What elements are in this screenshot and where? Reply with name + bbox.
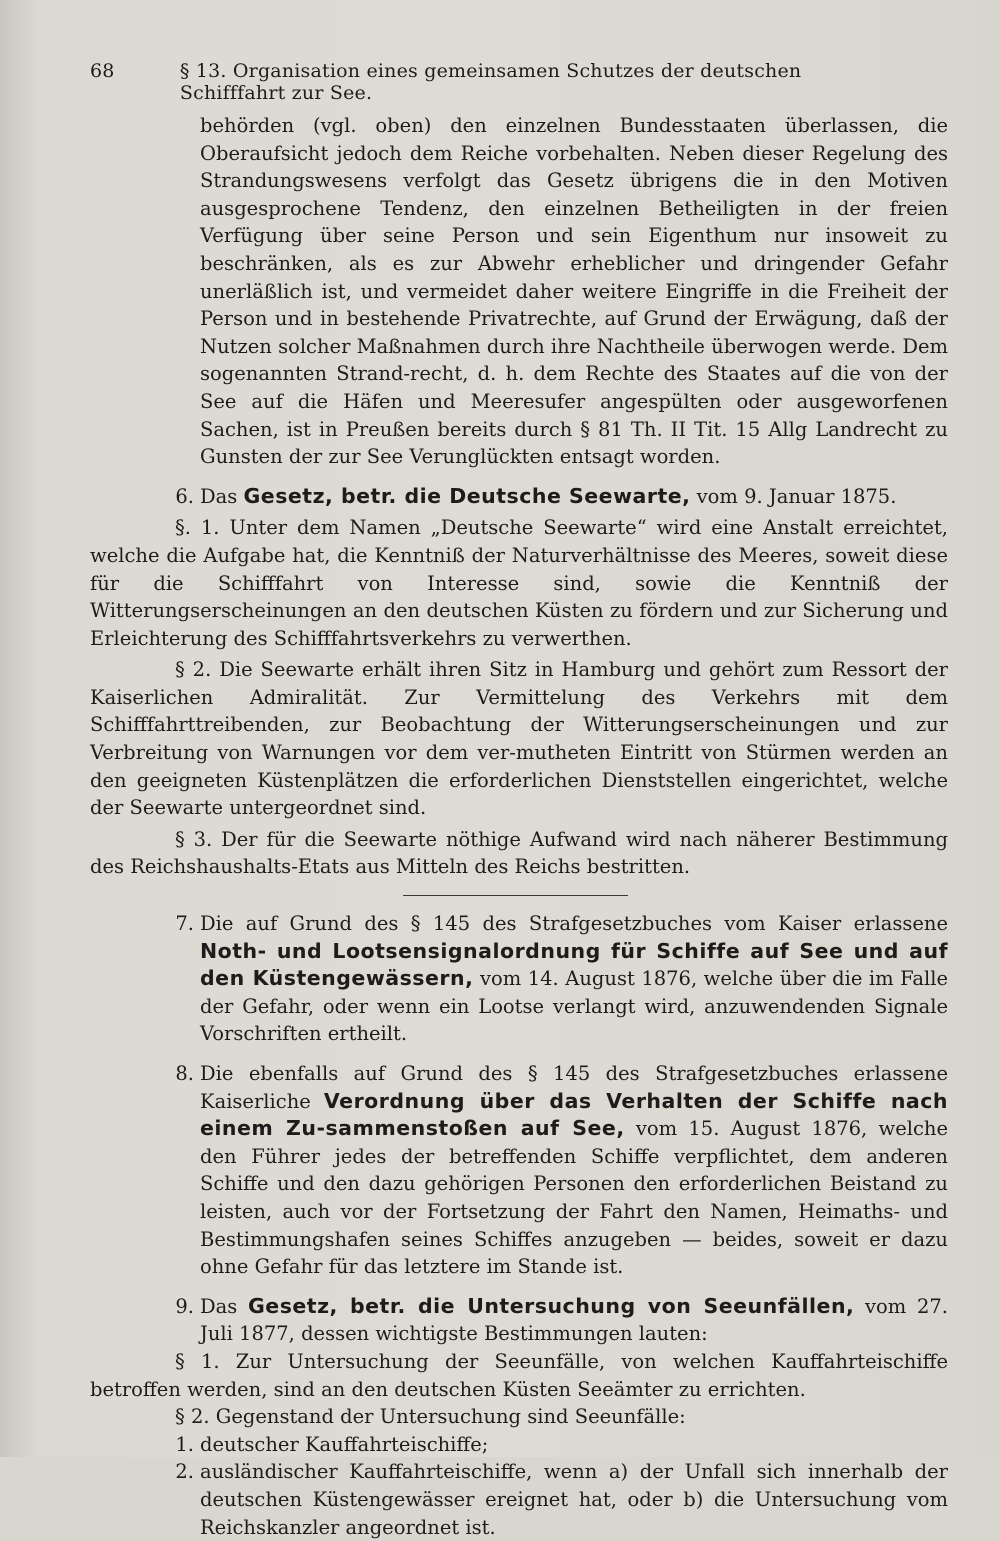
section-paragraph: §. 1. Unter dem Namen „Deutsche Seewarte“ wird eine Anstalt erreichtet, welche die Aufgabe hat, die Kenntniß der Naturverhältnisse des Meeres, soweit diese für die Schifffahrt von Interesse sind, sowie die Kenntniß der Witterungserscheinungen an den deutschen Küsten zu fördern und zur Sicherung und Erleichterung des Schifffahrtsverkehrs zu verwerthen. (90, 516, 948, 650)
item-text: vom 27. Juli 1877, dessen wichtigste Bestimmungen lauten: (200, 1294, 948, 1346)
section-paragraph: § 3. Der für die Seewarte nöthige Aufwand wird nach näherer Bestimmung des Reichshaushalts-Etats aus Mitteln des Reichs bestritten. (90, 827, 948, 879)
list-item (90, 1458, 948, 1541)
item-text: vom 14. August 1876, welche über die im Falle der Gefahr, oder wenn ein Lootse verlangt wird, anzuwendenden Signale Vorschriften ertheilt. (200, 967, 949, 1046)
section-paragraph: § 2. Gegenstand der Untersuchung sind Seeunfälle: (175, 1405, 686, 1429)
item-text-block (200, 1060, 948, 1281)
list-item-number: 2. (175, 1460, 194, 1484)
intro-paragraph: behörden (vgl. oben) den einzelnen Bundesstaaten überlassen, die Oberaufsicht jedoch dem Reiche vorbehalten. Neben dieser Regelung des Strandungswesens verfolgt das Gesetz übrigens die in den Motiven ausgesprochene Tendenz, den einzelnen Betheiligten in der freien Verfügung über seine Person und sein Eigenthum nur insoweit zu beschränken, als es zur Abwehr erheblicher und dringender Gefahr unerläßlich ist, und vermeidet daher weitere Eingriffe in die Freiheit der Person und in bestehende Privatrechte, auf Grund der Erwägung, daß der Nutzen solcher Maßnahmen durch ihre Nachtheile überwogen werde. Dem sogenannten Strand-recht, d. h. dem Rechte des Staates auf die von der See auf die Häfen und Meeresufer angespülten oder ausgeworfenen Sachen, ist in Preußen bereits durch § 81 Th. II Tit. 15 Allg Landrecht zu Gunsten der zur See Verunglückten entsagt worden. (200, 114, 948, 469)
item-text: vom 9. Januar 1875. (690, 484, 897, 508)
item-text-block (200, 910, 948, 1048)
law-title: Gesetz, betr. die Deutsche Seewarte, (243, 483, 691, 508)
item-number: 9. (175, 1294, 194, 1318)
section-paragraph: § 2. Die Seewarte erhält ihren Sitz in Hamburg und gehört zum Ressort der Kaiserlichen Admiralität. Zur Vermittelung des Verkehrs mit dem Schifffahrttreibenden, zur Beobachtung der Witterungserscheinungen und zur Verbreitung von Warnungen vor dem ver-mutheten Eintritt von Stürmen werden an den geeigneten Küstenplätzen die erforderlichen Dienststellen eingerichtet, welche der Seewarte untergeordnet sind. (90, 658, 948, 820)
item-text: vom 15. August 1876, welche den Führer jedes der betreffenden Schiffe verpflichtet, dem anderen Schiffe und den dazu gehörigen Personen den erforderlichen Beistand zu leisten, auch vor der Fortsetzung der Fahrt den Namen, Heimaths- und Bestimmungshafen seines Schiffes anzugeben — beides, soweit er dazu ohne Gefahr für das letztere im Stande ist. (200, 1117, 948, 1279)
item-number: 8. (175, 1062, 194, 1085)
running-title: § 13. Organisation eines gemeinsamen Schutzes der deutschen Schifffahrt zur See. (179, 60, 802, 104)
item-text: Das (200, 1294, 248, 1318)
enumerated-list (90, 1431, 948, 1541)
item-text: Das (200, 484, 244, 508)
item-number: 7. (175, 912, 194, 936)
list-item (90, 1431, 948, 1459)
law-title: Noth- und Lootsensignalordnung für Schiffe auf See und auf den Küstengewässern, (200, 938, 948, 991)
running-header (90, 60, 850, 104)
item-9 (90, 1293, 948, 1348)
item-text: Die auf Grund des § 145 des Strafgesetzbuches vom Kaiser erlassene (200, 912, 948, 936)
page-number: 68 (90, 60, 115, 82)
item-number: 6. (175, 484, 194, 508)
item-text: Die ebenfalls auf Grund des § 145 des Strafgesetzbuches erlassene Kaiserliche (200, 1062, 948, 1113)
item-7 (90, 910, 948, 1048)
section-paragraph: § 1. Zur Untersuchung der Seeunfälle, von welchen Kauffahrteischiffe betroffen werden, sind an den deutschen Küsten Seeämter zu errichten. (90, 1349, 948, 1401)
law-title: Verordnung über das Verhalten der Schiffe nach einem Zu-sammenstoßen auf See, (200, 1088, 948, 1141)
item-text-block (200, 1293, 948, 1348)
item-6 (90, 483, 948, 511)
list-item-text: ausländischer Kauffahrteischiffe, wenn a) der Unfall sich innerhalb der deutschen Küstengewässer ereignet hat, oder b) die Untersuchung vom Reichskanzler angeordnet ist. (200, 1460, 948, 1539)
divider (403, 895, 628, 896)
list-item-text: deutscher Kauffahrteischiffe; (200, 1432, 489, 1456)
item-8 (90, 1060, 948, 1281)
law-title: Gesetz, betr. die Untersuchung von Seeunfällen, (247, 1293, 855, 1318)
list-item-number: 1. (175, 1432, 194, 1456)
page-body (90, 112, 948, 1541)
item-heading (200, 483, 948, 511)
